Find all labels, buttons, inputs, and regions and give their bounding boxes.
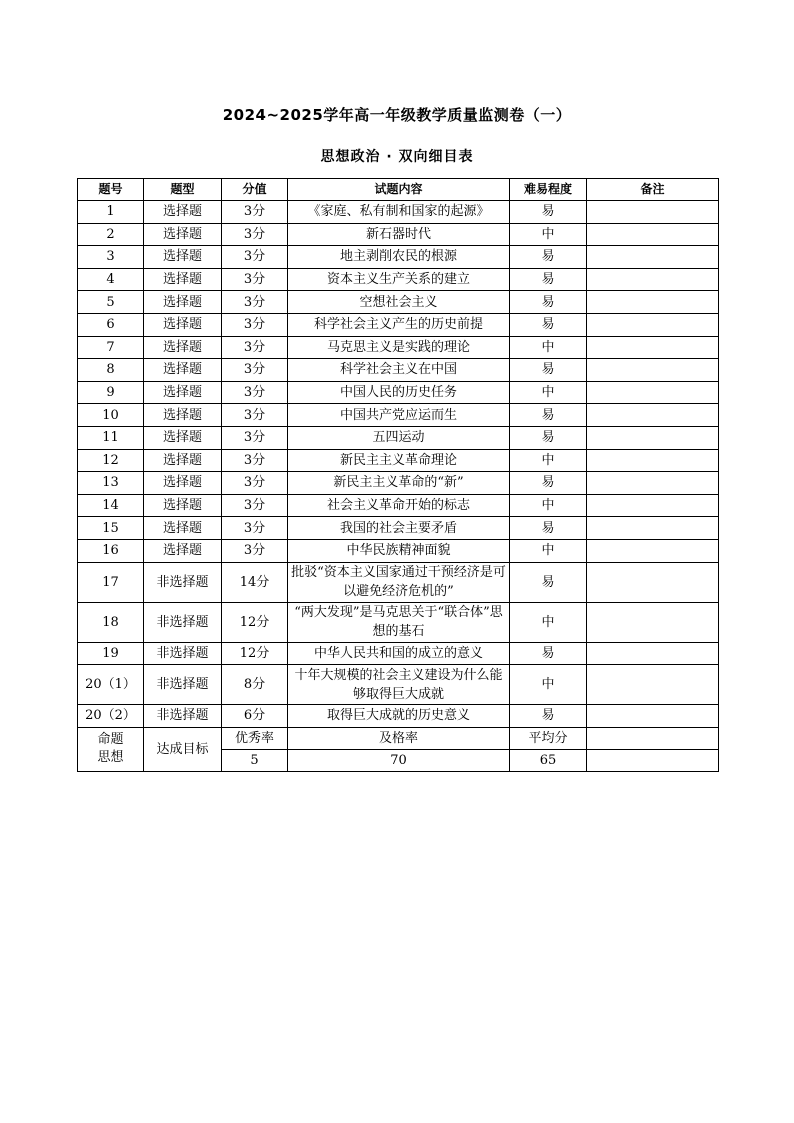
cell-score: 8分	[222, 665, 288, 705]
cell-no: 17	[78, 562, 144, 602]
cell-difficulty: 易	[510, 705, 587, 728]
cell-score: 3分	[222, 539, 288, 562]
cell-score: 3分	[222, 517, 288, 540]
footer-empty-1	[587, 727, 719, 749]
cell-content: 中国人民的历史任务	[288, 381, 510, 404]
cell-content: 社会主义革命开始的标志	[288, 494, 510, 517]
header-type: 题型	[144, 179, 222, 201]
table-row	[78, 201, 719, 224]
cell-content: 新民主主义革命的“新”	[288, 472, 510, 495]
cell-score: 3分	[222, 268, 288, 291]
cell-type: 选择题	[144, 268, 222, 291]
cell-no: 13	[78, 472, 144, 495]
cell-content: 资本主义生产关系的建立	[288, 268, 510, 291]
cell-type: 非选择题	[144, 665, 222, 705]
header-score: 分值	[222, 179, 288, 201]
cell-note	[587, 291, 719, 314]
cell-no: 12	[78, 449, 144, 472]
footer-empty-2	[587, 749, 719, 771]
cell-content: 中华人民共和国的成立的意义	[288, 642, 510, 665]
cell-score: 3分	[222, 223, 288, 246]
cell-type: 非选择题	[144, 602, 222, 642]
cell-type: 选择题	[144, 291, 222, 314]
cell-score: 3分	[222, 404, 288, 427]
table-row	[78, 602, 719, 642]
specification-table	[77, 178, 719, 772]
cell-type: 选择题	[144, 472, 222, 495]
cell-no: 5	[78, 291, 144, 314]
cell-content: 空想社会主义	[288, 291, 510, 314]
cell-type: 非选择题	[144, 705, 222, 728]
cell-difficulty: 中	[510, 602, 587, 642]
table-row	[78, 517, 719, 540]
cell-difficulty: 易	[510, 404, 587, 427]
cell-no: 4	[78, 268, 144, 291]
cell-note	[587, 562, 719, 602]
cell-score: 3分	[222, 201, 288, 224]
cell-note	[587, 602, 719, 642]
table-row	[78, 494, 719, 517]
cell-no: 9	[78, 381, 144, 404]
cell-no: 19	[78, 642, 144, 665]
table-row	[78, 539, 719, 562]
cell-content: 五四运动	[288, 426, 510, 449]
cell-score: 6分	[222, 705, 288, 728]
cell-note	[587, 268, 719, 291]
footer-excellent-label: 优秀率	[222, 727, 288, 749]
cell-note	[587, 494, 719, 517]
cell-content: 马克思主义是实践的理论	[288, 336, 510, 359]
table-row	[78, 449, 719, 472]
cell-note	[587, 472, 719, 495]
cell-type: 非选择题	[144, 642, 222, 665]
cell-content: 取得巨大成就的历史意义	[288, 705, 510, 728]
cell-no: 14	[78, 494, 144, 517]
cell-score: 12分	[222, 602, 288, 642]
footer-excellent-value: 5	[222, 749, 288, 771]
cell-type: 选择题	[144, 404, 222, 427]
cell-difficulty: 中	[510, 336, 587, 359]
table-row	[78, 246, 719, 269]
cell-score: 3分	[222, 313, 288, 336]
cell-difficulty: 中	[510, 381, 587, 404]
table-row	[78, 562, 719, 602]
cell-no: 3	[78, 246, 144, 269]
cell-note	[587, 517, 719, 540]
cell-content: 新民主主义革命理论	[288, 449, 510, 472]
header-no: 题号	[78, 179, 144, 201]
footer-average-label: 平均分	[510, 727, 587, 749]
cell-difficulty: 中	[510, 223, 587, 246]
cell-type: 选择题	[144, 539, 222, 562]
table-body	[78, 201, 719, 728]
cell-score: 3分	[222, 381, 288, 404]
cell-note	[587, 313, 719, 336]
cell-content: “两大发现”是马克思关于“联合体”思想的基石	[288, 602, 510, 642]
cell-score: 12分	[222, 642, 288, 665]
header-difficulty: 难易程度	[510, 179, 587, 201]
footer-average-value: 65	[510, 749, 587, 771]
table-row	[78, 665, 719, 705]
table-row	[78, 642, 719, 665]
cell-difficulty: 易	[510, 359, 587, 382]
cell-difficulty: 中	[510, 494, 587, 517]
cell-score: 3分	[222, 246, 288, 269]
cell-no: 6	[78, 313, 144, 336]
cell-difficulty: 易	[510, 313, 587, 336]
table-row	[78, 426, 719, 449]
table-row	[78, 268, 719, 291]
document-title: 2024~2025学年高一年级教学质量监测卷（一）	[222, 106, 572, 124]
table-row	[78, 336, 719, 359]
cell-type: 选择题	[144, 246, 222, 269]
cell-no: 20（2）	[78, 705, 144, 728]
cell-note	[587, 246, 719, 269]
header-content: 试题内容	[288, 179, 510, 201]
cell-type: 选择题	[144, 426, 222, 449]
footer-row-labels	[78, 727, 719, 749]
cell-type: 选择题	[144, 381, 222, 404]
cell-content: 中华民族精神面貌	[288, 539, 510, 562]
cell-score: 3分	[222, 449, 288, 472]
cell-score: 3分	[222, 291, 288, 314]
footer-label	[78, 727, 144, 771]
cell-difficulty: 易	[510, 426, 587, 449]
cell-difficulty: 中	[510, 449, 587, 472]
cell-difficulty: 易	[510, 268, 587, 291]
header-note: 备注	[587, 179, 719, 201]
cell-content: 新石器时代	[288, 223, 510, 246]
cell-note	[587, 223, 719, 246]
cell-difficulty: 易	[510, 201, 587, 224]
table-row	[78, 313, 719, 336]
cell-no: 18	[78, 602, 144, 642]
cell-score: 3分	[222, 336, 288, 359]
table-row	[78, 381, 719, 404]
cell-note	[587, 336, 719, 359]
cell-score: 3分	[222, 359, 288, 382]
footer-pass-label: 及格率	[288, 727, 510, 749]
cell-score: 3分	[222, 494, 288, 517]
table-row	[78, 705, 719, 728]
cell-type: 选择题	[144, 494, 222, 517]
cell-note	[587, 449, 719, 472]
cell-note	[587, 705, 719, 728]
cell-content: 批驳“资本主义国家通过干预经济是可以避免经济危机的”	[288, 562, 510, 602]
cell-type: 选择题	[144, 223, 222, 246]
cell-difficulty: 易	[510, 517, 587, 540]
cell-difficulty: 易	[510, 291, 587, 314]
cell-difficulty: 中	[510, 539, 587, 562]
document-subtitle: 思想政治 · 双向细目表	[320, 149, 474, 165]
cell-content: 科学社会主义产生的历史前提	[288, 313, 510, 336]
cell-note	[587, 201, 719, 224]
cell-score: 3分	[222, 472, 288, 495]
cell-no: 10	[78, 404, 144, 427]
cell-type: 选择题	[144, 517, 222, 540]
cell-content: 中国共产党应运而生	[288, 404, 510, 427]
cell-no: 2	[78, 223, 144, 246]
cell-type: 非选择题	[144, 562, 222, 602]
footer-target-label: 达成目标	[144, 727, 222, 771]
footer-pass-value: 70	[288, 749, 510, 771]
table-row	[78, 291, 719, 314]
cell-note	[587, 381, 719, 404]
table-row	[78, 223, 719, 246]
table-row	[78, 472, 719, 495]
cell-content: 十年大规模的社会主义建设为什么能够取得巨大成就	[288, 665, 510, 705]
cell-difficulty: 易	[510, 562, 587, 602]
cell-type: 选择题	[144, 201, 222, 224]
cell-no: 7	[78, 336, 144, 359]
cell-no: 11	[78, 426, 144, 449]
cell-no: 16	[78, 539, 144, 562]
cell-difficulty: 易	[510, 472, 587, 495]
cell-content: 地主剥削农民的根源	[288, 246, 510, 269]
cell-no: 20（1）	[78, 665, 144, 705]
cell-no: 8	[78, 359, 144, 382]
cell-note	[587, 665, 719, 705]
cell-type: 选择题	[144, 336, 222, 359]
cell-type: 选择题	[144, 313, 222, 336]
cell-no: 15	[78, 517, 144, 540]
cell-content: 《家庭、私有制和国家的起源》	[288, 201, 510, 224]
cell-content: 科学社会主义在中国	[288, 359, 510, 382]
footer-label-text: 命题思想	[97, 732, 124, 766]
table-row	[78, 359, 719, 382]
cell-score: 14分	[222, 562, 288, 602]
cell-note	[587, 642, 719, 665]
cell-score: 3分	[222, 426, 288, 449]
cell-no: 1	[78, 201, 144, 224]
cell-difficulty: 易	[510, 642, 587, 665]
cell-note	[587, 539, 719, 562]
cell-note	[587, 404, 719, 427]
cell-type: 选择题	[144, 449, 222, 472]
cell-difficulty: 中	[510, 665, 587, 705]
table-row	[78, 404, 719, 427]
table-header-row	[78, 179, 719, 201]
cell-note	[587, 426, 719, 449]
cell-difficulty: 易	[510, 246, 587, 269]
cell-note	[587, 359, 719, 382]
cell-type: 选择题	[144, 359, 222, 382]
cell-content: 我国的社会主要矛盾	[288, 517, 510, 540]
